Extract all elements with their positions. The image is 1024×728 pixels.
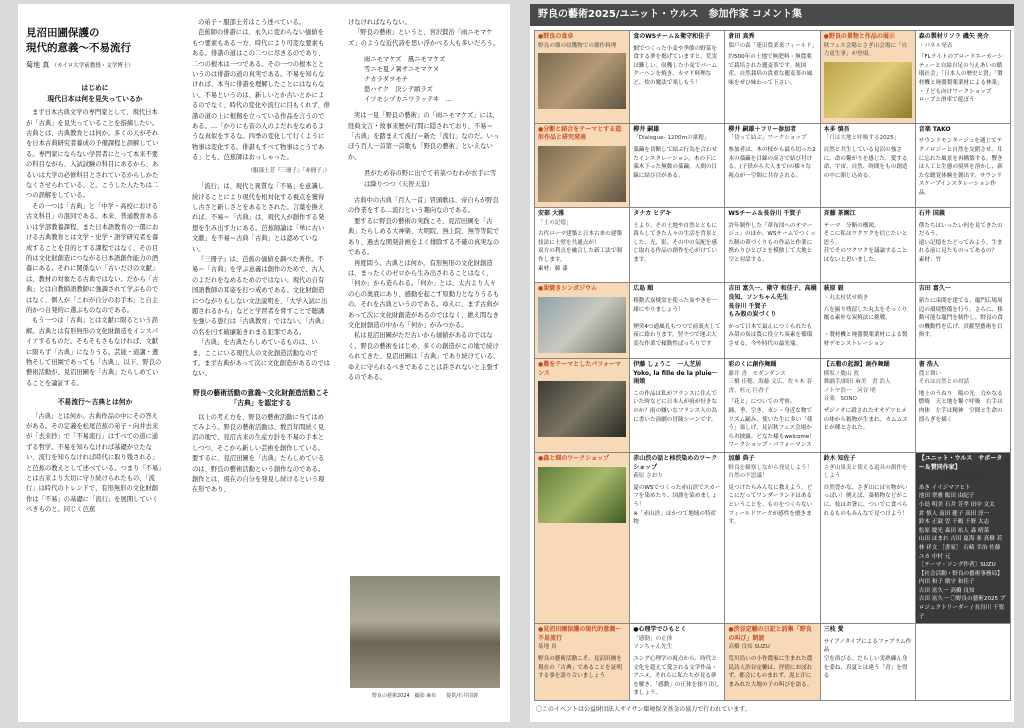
cell-body: 参加者は、木の枝から最ら切った2本の藁繭を目線の高さで結び付ける。(子供から大人まで)の様々な視点が一空間に共存される。: [728, 146, 816, 179]
artist-cell: [916, 124, 1011, 208]
artist-cell: [725, 359, 820, 453]
cell-title: 三枝 愛: [823, 626, 844, 634]
artist-cell: [725, 208, 820, 283]
artist-cell: [630, 124, 725, 208]
cell-title: 安部 大雅: [538, 209, 565, 217]
artist-cell: [630, 283, 725, 359]
section-heading-intro: はじめに 現代日本は何を見失っているか: [47, 84, 143, 103]
cell-title: ●心理学でひもとく: [633, 626, 687, 634]
cell-title: ●農をテーマとしたパフォーマンス: [538, 361, 621, 377]
article-author: 菊地 真 （カイロ大学前教授・文学博士）: [26, 61, 134, 69]
cell-title: 柳井 嗣雄: [633, 125, 660, 133]
cell-subtitle: 秋フェス会場とさぎ山会場に「自力更生事」が登場。: [823, 42, 908, 58]
cell-body: 自然と共生している見沼の強さに、命の繋がりを感じた。愛する命、宇宙、自然、時間をもの創造の中に閉じ込める。: [823, 146, 908, 179]
artist-cell: [821, 31, 916, 124]
cell-subtitle: 「感動」の正体 ソンちゃん先生: [633, 635, 673, 651]
poem-amenimo: [348, 55, 500, 105]
cell-subtitle: 「Dialogue- 1200mの稟穂」: [633, 135, 710, 142]
cell-title: 加藤 典子: [728, 454, 755, 462]
cell-body: 夏のWSでつくった赤山渋でスカーフを染めたり、国旗を染めましょう！ ※「赤山渋」はかつて地域の特産物: [633, 484, 721, 526]
cell-subtitle: 藤井 香 モダンダンス 三橋 佳穂、海藤 文広、佐々木 春香、杉元 巨香子: [728, 370, 813, 394]
cell-title: 本多 慎吾: [823, 125, 850, 133]
comments-grid: [534, 30, 1011, 701]
paragraph: 以上の考え方を、野良の藝術活動に当てはめてみよう。野良の藝術活動は、数百年間続く見沼の地で、見沼古来の生産方針を不易の手本としつつ、そこから新しい芸術を創作している。要するに、見沼田圃を「古典」たらしめているのは、野良の藝術活動という創作なのである。創作とは、現在の自分を発見し続けるという現在形であり、: [192, 413, 325, 494]
artist-cell: [916, 208, 1011, 283]
cell-title: 伊藤 しょうこ 一人芝居 Yoko, la fille de la pluie〜雨娘: [633, 361, 718, 386]
cell-body: 藁繭を切断して結ぶ行為を合わせたインスタレーション。木の下に藁木下った無数の藁繭。人間の目線に結び目がある。: [633, 146, 718, 179]
cell-body: あき イイジマフヒト 池田 翠雅 飯田 由紀子 小島 明美 石井 芳孝 田中 文太 倉 慎人 南田 健子 高田 淳一 鈴木 正淑 曽 千鶴 千野 太志 松原 慶光 森田 祐人 森 晴菜 山田 ほまれ 吉田 夏海 亜 真樹 若林 祥文 ［書家］ 石崎 幸治 佐藤 ユカ 中村 元 ［テーマ・ソング作者］SUZU 【社会活動・野良の藝術事務局】 内田 和子 衛守 和佳子 吉田 富久一 高橋 良知 吉田 富久一 〇野良の藝術2025 プロジェクトリーダー / 長谷川 千賀子: [918, 484, 1006, 620]
event-photo: [824, 62, 912, 118]
cell-subtitle: さぎ山果実と使える道具の創作をしよう: [823, 464, 908, 480]
artist-cell: [821, 359, 916, 453]
poem-hyakunin: 君がため春の野に出でて若菜つむわが衣手に雪は降りつつ（天智天皇）: [364, 170, 497, 188]
cell-title: 鈴木 知佐子: [823, 454, 856, 462]
cell-subtitle: ・丸太杖伏せ焼き: [823, 295, 869, 302]
paragraph: 再度問う。古典とは何か。有形無形の文化財創造は、まったくのゼロから生み出されることはなく、「何か」から造られる。「何か」とは、太古より人々の心の奥底にあり、感動を起こす原動力となりうるもの。それを古典というのである。ゆえに、まず古典があって次に文化財創造があるのではなく、絶え間なき文化財創造の中から「何か」がみつかる。: [348, 259, 500, 329]
cell-title: 森の製材リソラ 磯矢 亮介: [918, 33, 989, 40]
artist-cell: [725, 624, 820, 701]
paragraph: もう一つは「古典」とは文献に限るという誤解。古典とは有形無形の文化財創造をインスパイアするものだ。そもそもさもなければ、文献に限らず「古典」になりうる。芸能・道講・遺物そして田園であっても「古典」、以下、野良の藝術活動が、見沼田圃を「古典」たらしめていることを論証する。: [26, 317, 162, 387]
cell-subtitle: （コメント掲載以外の方たち）: [918, 473, 998, 480]
artist-cell: [535, 359, 630, 453]
paragraph: まず日本古典文学の専門家として、現代日本が「古典」を見失っていることを指摘したい。古典とは、古典教育とは何か。多くの人がそれを日本古典研究者養成の予備課程と誤解している。専門家にならない学習者にとって本来不要の科目ながら、入試試験の科目にあるから、あるいは大学の必修科目とされているからしかたなくさせられている、と。こうした人たちは二つの誤解をしている。: [26, 109, 159, 200]
cell-body: ユング心理学の視点から、時代と文化を超えて愛される文学作品・アニメ、それらに私たちが見る夢を解き、「感動」の正体を探り出しましょう。: [633, 656, 720, 697]
artist-cell: [630, 31, 725, 124]
cell-subtitle: 「月は大地と呼吸する2025」: [823, 135, 900, 142]
cell-subtitle: 萩原 さおり: [633, 473, 663, 480]
cell-body: 荒川沿いの小作農家に生まれた農民詩人渋谷定輔は、抒情におぼれず、都会にものまれず、泥と汗にまみれた大地の子の叫びを語る。: [728, 656, 813, 688]
poem-line: 雪ニモ夏ノ暑サニモマケヌ: [364, 66, 439, 74]
paragraph: 『三冊子』は、芭蕉の価値を調べた著作。不易＝「古典」を学ぶ意義は創作のためで、古人のよだれをなめるためのではない。現代の自有国語教師の耳姿を打つ戒めである。文化財創造につながりもしない文法説明を、「大学入試に出題されるから」などと学習者を脅すことで聴講を強いる愚行は「古典教育」ではない。「古典」の名を円す破廉恥きわまる犯罪である。: [192, 255, 328, 336]
cell-subtitle: 野良を観察しながら発見しよう！自然の不思議！: [728, 464, 813, 480]
photo-caption: 野良の藝術2024 撮影 麻布 提供/石井国義: [371, 693, 478, 699]
paragraph: その一つは「古典」と「中学・高校における古文科目」の混同である。本来、普通教育あるいは学部教養課程、また日本語教育の一環における古典教育とは文学・史学・語学研究者を養成することを目的とする課程ではなく、その目的は文化財創造につながる日本語創作能力の酒養にある。それに関係ない「古いだけの文献」は、教材の対象たる古典ではない。だから「古典」とは自教師語教師に強調されて学ぶものではなく、個人が「これが自分のお手本」と自主的かつ自発的に選ぶものなのである。: [26, 202, 159, 314]
cell-title: 石井 国義: [918, 209, 945, 217]
artist-cell: [630, 453, 725, 624]
poem-line: イツモシヅカニワラッテヰ …: [364, 96, 452, 104]
poem-line: 雨ニモマケズ 風ニモマケズ: [364, 56, 446, 64]
cell-body: 見つけたらみんなに教えよう。どこにだってワンダーランドはあるということを、ものをつくらないフィールドワークが感性を磨きます。: [728, 484, 813, 526]
paragraph: 「古典」とは何か。古典作品の中にその答えがある。その定義を松尾芭蕉の弟子・向井去来が「去来抄」で「不易流行」はすべての道に通ずる哲学。不易を知らなければ基礎が立たない、流行を知らなければ時代に取り残される」と芭蕉の教えとして述べている。つまり「不易」とは古来より大切に守り続けられたもの、「流行」は時代のトレンドで、有形無形の文化財創作は「不易」の基礎に「流行」を展開していくべきものと。同じく芭蕉: [26, 412, 162, 514]
cell-body: サイアノタイプによるファブラム作品 空を浴びる。だらしい実熟練ん身を委ね、真夏とは違う「青」を得る: [823, 638, 912, 680]
section-heading-fueki: 不易流行〜古典とは何か: [57, 398, 133, 407]
author-affiliation: （カイロ大学前教授・文学博士）: [51, 63, 134, 69]
artist-cell: [535, 453, 630, 624]
event-photo: [538, 53, 626, 109]
paragraph: 私は見沼田圃がただ古いから価値があるのではなく、野良の藝術をはじめ、多くの創造がこの地で続けられてきた、見沼田圃は「古典」であり続けている、ゆえに守られるべきであることは許されないと主張するのである。: [348, 332, 500, 381]
cell-body: 六を掘り残留した丸太をそっくり覆る素朴な炭焼法に挑戦。 ・製材機と廃器製薬業材による製材デモンストレーション: [823, 306, 908, 347]
artist-cell: [821, 124, 916, 208]
paragraph: の弟子・服部土芳はこう述べている。: [198, 19, 306, 26]
artist-cell: [916, 453, 1011, 624]
artist-cell: [821, 624, 916, 701]
artist-cell: [725, 453, 820, 624]
cell-body: ザジノオに殺されたオオゲツヒメの体から穀物が生まれ、カムムスヒが種とされた。: [823, 408, 908, 432]
cell-body: 自然豊かな、さぎ山には宝物がいっぱい！例えば、藁植物などがこに、枝はお箸に、ついでに食べられるものもみんなで見つけよう！: [823, 484, 908, 517]
comments-header: 野良の藝術2025/ユニット・ウルス 参加作家 コメント集: [530, 4, 1014, 26]
cell-body: 「花と」についての考察。 踊、季、空き、カン・身近な物でリズム踊み、使いた生に多い「使う」楽しげ、見沼秋フェス会場からお披露。どなた様もwelcome！ワークショップ・パフォーマンス: [728, 399, 815, 449]
cell-subtitle: 「切って結ぶ」ワークショップ: [728, 135, 807, 142]
cell-body: 畑でつくった小麦や季節の野菜を食する夢を掲げていますと、荒実は難しい。収穫した小麦でパームクーヘンを焼き、カマド料理など、炊の魔法で楽しもう！: [633, 45, 718, 86]
cell-body: 約500年の土地で無肥料・無農薬で栽培された麗麦茶です。純国産、自然栽培の貴重な麗麦茶の風味をぜひ味わって下さい。: [728, 54, 813, 86]
artist-cell: [630, 208, 725, 283]
paragraph: けなければならない。: [348, 19, 411, 26]
artist-cell: [916, 283, 1011, 359]
event-photo: [538, 297, 626, 353]
cell-title: 柳井 嗣雄＋フリー参加者: [728, 125, 797, 133]
poem-line: 慾ハナク 決シテ瞋ラズ: [364, 86, 433, 94]
photo-nora-art: [350, 576, 500, 688]
artist-cell: [916, 359, 1011, 453]
event-photo: [538, 381, 626, 437]
artist-cell: [630, 359, 725, 453]
cell-subtitle: 横坂ノ慶山 敦 舞踊手/細田 麻美 書 浩人 ノトヤ浩一 河谷 明 音楽 SONO: [823, 370, 891, 403]
cell-body: かって日本で最んにつくられたもみ殻の炭は農に役立ち炭素を循環させる。今や時代の最先端。: [728, 323, 813, 347]
cell-title: ●炭焼きシンポジウム: [538, 285, 598, 293]
quote-paragraph: 芭蕉師の俳諧には、永久に変わらない価値をもつ要素もある一方、時代により可変な要素もある。俳諧の道はこの二つに尽きるのであり、二つの根本は一つである。その一つの根本とというのは俳諧の道の真実である。不易を知らなければ、本当に俳諧を理解したことにはならない。不易というのは、新しいとか古いとかによるのでなく、時代の変化や流行に目もくれず、俳諧の道の上に根拠を立っている作品を言うのである。…「かりにも音の人のよだれをなめるような真似をするな。四季の変化して行くように物事は変化する。俳諧もすべて物事はこうである」とも、芭蕉師はおっしゃった。: [192, 29, 330, 162]
cell-title: 書 浩人: [918, 361, 939, 369]
cell-title: ●分断と結合をテーマとする造形作品と研究発表: [538, 125, 622, 142]
cell-title: 萩原 毅: [823, 285, 844, 293]
cell-subtitle: ・パネル発表: [918, 42, 953, 49]
cell-body: 移動式炭焼窯を使った炭やきを一緒にやりましょう！ 煙突4つ通風孔もつつで前裏火して夜に絡わります。翌ラつで運ぶ大変な作業で傾動性ぱっちりです: [633, 298, 721, 347]
article-column-2: [192, 18, 330, 718]
cell-title: 音楽 TAKO: [918, 125, 951, 133]
artist-cell: [725, 31, 820, 124]
cell-subtitle: 農と舞い それは自然との対話: [918, 370, 970, 386]
poem-line: ナカラダヲモチ: [364, 76, 408, 84]
cell-title: ●野良の食卓: [538, 33, 574, 40]
artist-cell: [535, 624, 630, 701]
artist-cell: [916, 31, 1011, 124]
cell-body: 土より、その土地や自然とともに暮らしてきた人々の生活を背景とした、光、影、その中の気配を感じ取れる作品の創作を心がけています。: [633, 222, 718, 263]
cell-title: ●見沼田圃保護の現代的意義〜不易流行: [538, 626, 622, 642]
cell-title: 斉藤 茶園江: [823, 209, 856, 217]
cell-title: ●野良の景物と作品の展示: [823, 33, 895, 40]
event-photo: [538, 467, 626, 523]
artist-cell: [535, 31, 630, 124]
right-page: [530, 4, 1014, 722]
paragraph: 実は一見「野良の藝術」の「雨ニモマケズ」には、経典文言・故事来歴が行間に隠されており、不易＝「古典」を踏まえて流行＝新た「流行」なのだ。いっぽう百人一首第一首歌も「野良の藝術」といえないか。: [348, 112, 500, 161]
article-column-3: [348, 18, 500, 578]
artist-cell: [821, 453, 916, 624]
cell-body: 古代ローマ建築と日本古来の建築技法に土壁を共通点が！ 双方の利点を融合した新工法で制作します。 素材：藤 漆: [538, 231, 622, 272]
cell-title: ●渋谷定輔の日記と詩集「野良の叫び」朗読: [728, 626, 812, 642]
cell-title: 食のWSチーム＆衛守和佳子: [633, 33, 711, 40]
cell-title: ●森と畑のワークショップ: [538, 454, 610, 462]
cell-body: 「FLライトのブロードエーカーシティーと自給自足の与えあいの循環社会」「日本人の歴史と質」「製材機と廃器製薬業材による林業」 ・子ども向けワークショップ ロープと滑車で遊ぼう: [918, 54, 1003, 104]
event-photo: [538, 146, 626, 202]
cell-subtitle: 高橋 良知 SUZU: [728, 644, 770, 651]
cell-subtitle: 菊地 真: [538, 644, 557, 651]
paragraph: 古典中の古典「百人一首」冒頭歌は、帝自らが野良の作業をする…流行という趣向なのである。: [348, 197, 499, 215]
cell-title: 赤山渋の話と柿渋染めのワークショップ: [633, 454, 718, 471]
cell-body: サウンドモンタージュを通じてテクノロジーと自然を交錯させ、耳に忘れた風景を再構築する。響きは人工と生態の境界を溶かし、新たな聴覚体験を創出す。サウンドスケープインスタレーション作品。: [918, 138, 1003, 196]
cell-title: WSチーム＆長谷川 千賀子: [728, 209, 802, 217]
artist-cell: [630, 624, 725, 701]
artist-cell: [725, 283, 820, 359]
artist-cell: [535, 208, 630, 283]
cell-title: 倉田 真秀: [728, 33, 755, 40]
artist-cell: [535, 283, 630, 359]
paragraph: 「流行」は、現代と異質な「不易」を意識し続けることにより現代を相対化する視点を獲得し古さと新しさとをあるとされた。言葉を換えれば、不易＝「古典」は、現代人が創作する発想を生み出す力にある。芭蕉師論は「単に古い文献」を不易＝古典「古典」とは認めていない。: [192, 183, 325, 253]
cell-title: 広島 順: [633, 285, 654, 293]
cell-body: 許年制作した「葦布団へのオマージュ」のほか、WSチームでつくった制の葦づくりもの作品と作業に携わりひとびとを模倣して大地と空と対話する。: [728, 222, 816, 263]
paragraph: 「古典」を古典たらしめているものは、いま、ここにいる現代人の文化創造活動なのです。まず古典があって次に文化創造があるのではない。: [192, 339, 330, 378]
article-column-1: [26, 18, 164, 718]
artist-cell: [821, 208, 916, 283]
section-heading-nora: 野良の藝術活動の意義〜文化財創造活動こそ「古典」を認定する: [193, 388, 329, 408]
cell-title: タナカ ヒデキ: [633, 209, 672, 217]
cell-body: この作品は私がフランスに住んでいた時などに日本人が雨が好きなのか？雨の嫌いなフランス人の為に書いた演劇の冒険シーンです。: [633, 390, 718, 423]
quote-citation: （服部土芳『三冊子』「赤冊子」）: [247, 167, 330, 174]
left-page: [18, 4, 510, 722]
artist-cell: [821, 283, 916, 359]
cell-subtitle: 野良の畑の収穫物での創作料理: [538, 42, 617, 49]
cell-title: 【ユニット・ウルス サポーター＆賛同作家】: [918, 454, 1003, 471]
cell-subtitle: 閖戸の森「蓮田農業裏フィールド」: [728, 42, 818, 49]
cell-subtitle: 「土の記憶」: [538, 219, 572, 226]
article-title: 見沼田圃保護の 現代的意義〜不易流行: [26, 27, 131, 54]
artist-cell: [916, 624, 1011, 701]
paragraph: 「野良の藝術」というと、宮沢賢治「雨ニモマケズ」のような近代詩を思い浮かべる人も多いだろう。: [348, 29, 500, 47]
cell-body: テーマ 分断の構図。 そこに私はワクワクを信じたいと思う。 荘でそのワクワクを議論することはないと思いました。: [823, 222, 908, 263]
cell-body: 新たに束間を建てる。竈門広場周辺の環境整備を行う。さらに、移動可能な竈門を制作し、野良の食の機動性を広げ、貢献型藝術を目指す。: [918, 298, 1003, 339]
cell-title: 吉田 富久一、衛守 和佳子、高橋 良知、ソンちゃん先生 長谷川 千賀子 もみ殻の炭づくり: [728, 285, 817, 319]
artist-cell: [725, 124, 820, 208]
artist-cell: [535, 124, 630, 208]
cell-title: 吉田 富久一: [918, 285, 951, 293]
footnote: 〇このイベントは公益財団法人サイサン環境保全基金の協力で行われています。: [536, 706, 751, 713]
cell-title: 【五穀の起源】創作舞踊: [823, 361, 890, 369]
cell-title: 彩のくに創作舞踊: [728, 361, 777, 369]
cell-body: 僕たちはいったい何を見てきたのだろう。 遠い記憶をたどってみよう。生まれる前に見たものってあるの？ 素材：竹: [918, 222, 1003, 263]
cell-body: 野良の藝術活動こそ、見沼田圃を現在の「古典」であることを証明する事を語り合いましょう: [538, 656, 622, 680]
paragraph: 要するに野良の藝術の実践こそ、見沼田圃を「古典」たらしめる大神楽、大明院、無上院、無等等院であり、過去な関発計画をよく排除する不確の真実なのである。: [348, 217, 500, 257]
cell-body: 地上のうねり 陽の光 力かなる燃焼 天と地を繋ぐ呼吸 右手は肉体 左手は精神 空間と生命の揺らぎを描く: [918, 390, 1003, 423]
